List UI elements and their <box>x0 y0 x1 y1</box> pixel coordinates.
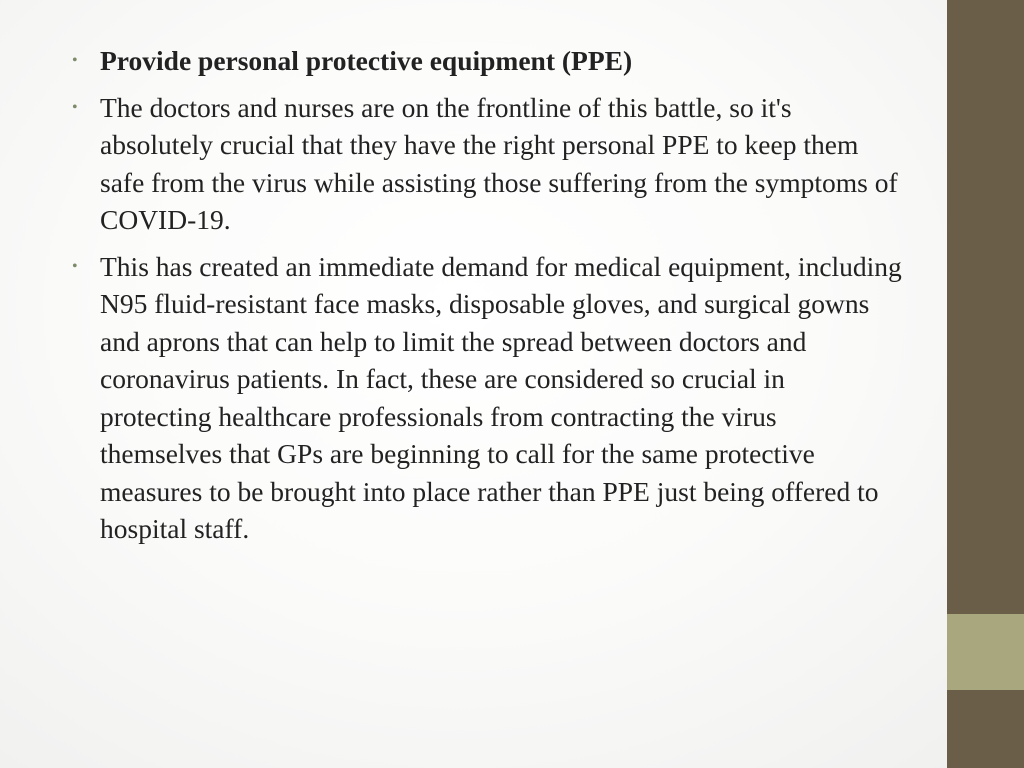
bullet-marker-icon: • <box>72 257 78 275</box>
bullet-text-heading: Provide personal protective equipment (PPE) <box>100 45 633 76</box>
bullet-item-1 <box>72 42 902 80</box>
bullet-item-3 <box>72 248 902 548</box>
decorative-sidebar <box>947 0 1024 768</box>
bullet-text-frontline: The doctors and nurses are on the frontline of this battle, so it's absolutely crucial that they have the right personal PPE to keep them safe from the virus while assisting those suffering from the symptoms of COVID-19. <box>100 91 898 235</box>
bullet-list <box>72 42 902 557</box>
bullet-marker-icon: • <box>72 52 78 69</box>
decorative-sidebar-accent <box>947 614 1024 690</box>
bullet-marker-icon: • <box>72 98 78 116</box>
bullet-text-demand: This has created an immediate demand for medical equipment, including N95 fluid-resistant face masks, disposable gloves, and surgical gowns and aprons that can help to limit the spread between doctors and coronavirus patients. In fact, these are considered so crucial in protecting healthcare professionals from contracting the virus themselves that GPs are beginning to call for the same protective measures to be brought into place rather than PPE just being offered to hospital staff. <box>100 250 902 544</box>
bullet-item-2 <box>72 89 902 239</box>
